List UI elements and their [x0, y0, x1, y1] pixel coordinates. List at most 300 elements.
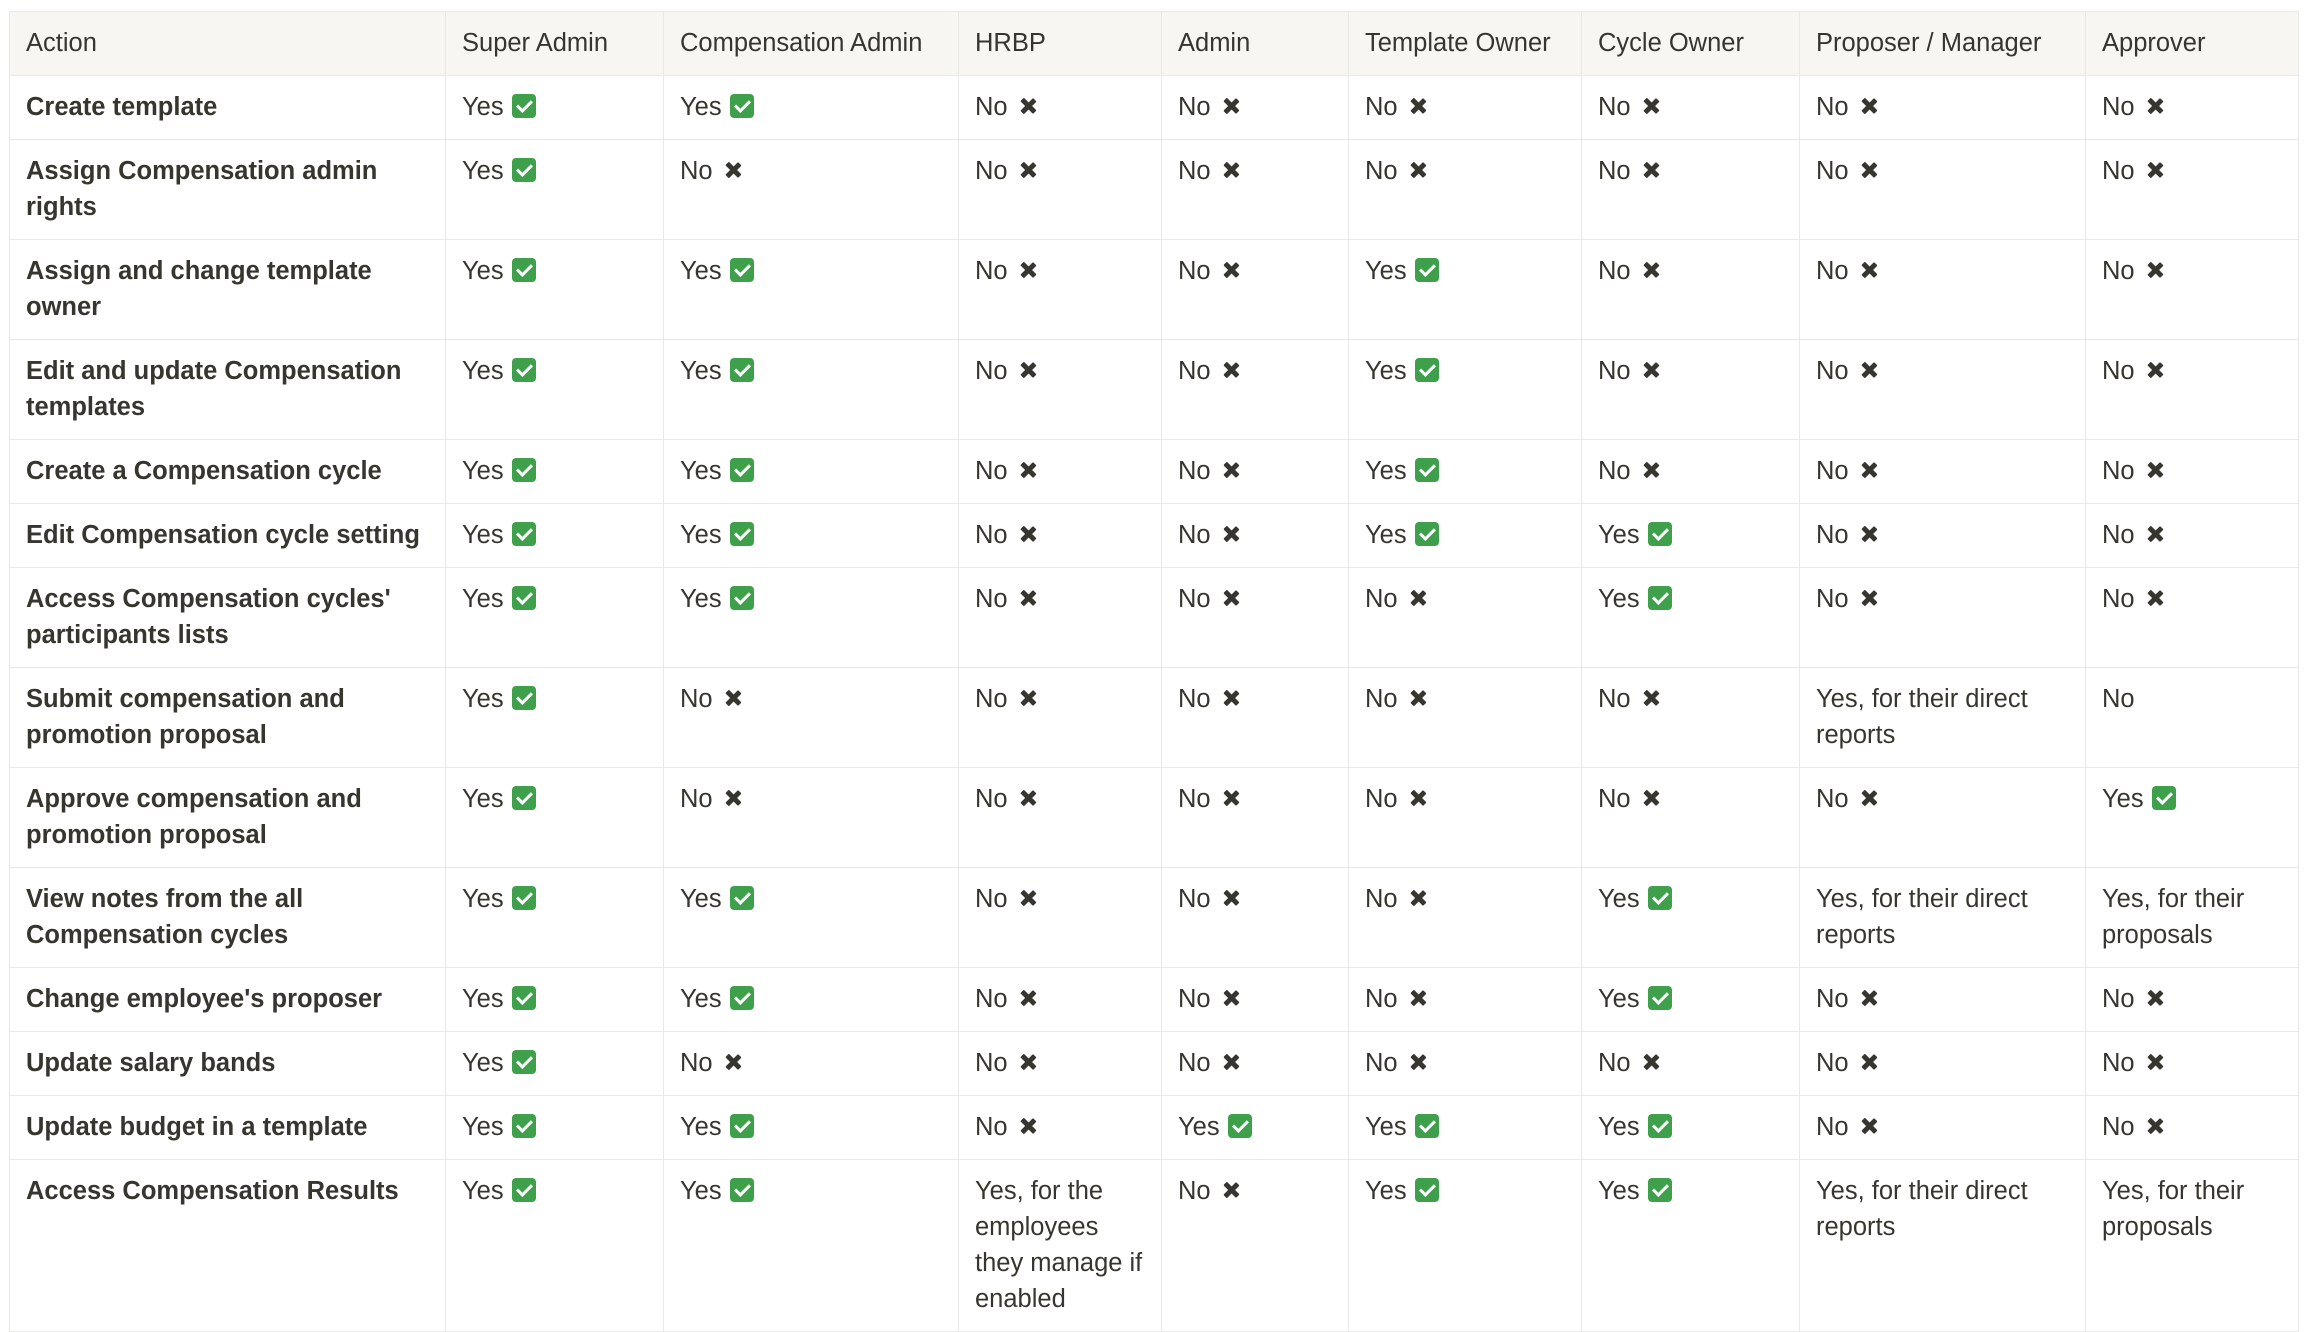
table-row [10, 1160, 2299, 1332]
permission-cell [1800, 76, 2086, 140]
permission-cell [1162, 1160, 1349, 1332]
permission-cell [1349, 140, 1582, 240]
permission-value: No [975, 885, 1008, 913]
cross-mark-icon [2145, 524, 2165, 544]
permission-value: No [1178, 93, 1211, 121]
permission-value: Yes, for their proposals [2102, 1177, 2245, 1241]
permission-cell [446, 440, 664, 504]
permission-value: Yes, for their direct reports [1816, 1177, 2028, 1241]
permission-cell [959, 668, 1162, 768]
permission-value: Yes [1598, 585, 1640, 613]
table-row [10, 568, 2299, 668]
cross-mark-icon [1018, 788, 1038, 808]
cross-mark-icon [1408, 788, 1428, 808]
table-body [10, 76, 2299, 1332]
cross-mark-icon [1018, 688, 1038, 708]
permission-value: No [1365, 93, 1398, 121]
permission-cell [1800, 868, 2086, 968]
action-cell: Assign Compensation admin rights [10, 140, 446, 240]
cross-mark-icon [1221, 160, 1241, 180]
table-row [10, 668, 2299, 768]
permission-value: Yes [462, 457, 504, 485]
permission-cell [2086, 668, 2299, 768]
permission-value: No [1816, 785, 1849, 813]
check-mark-icon [512, 158, 536, 182]
permission-value: No [1365, 1049, 1398, 1077]
permission-cell [1582, 568, 1800, 668]
permission-value: No [1598, 1049, 1631, 1077]
table-header [10, 12, 2299, 76]
permission-value: Yes [680, 521, 722, 549]
permission-cell [959, 440, 1162, 504]
permission-value: No [1816, 1049, 1849, 1077]
permission-cell [959, 340, 1162, 440]
cross-mark-icon [1018, 988, 1038, 1008]
cross-mark-icon [1221, 524, 1241, 544]
cross-mark-icon [1221, 260, 1241, 280]
permission-value: Yes [680, 257, 722, 285]
permission-value: No [975, 685, 1008, 713]
permissions-table-container [9, 11, 2298, 1332]
cross-mark-icon [1859, 788, 1879, 808]
permission-cell [1800, 440, 2086, 504]
permission-cell [1349, 968, 1582, 1032]
check-mark-icon [512, 358, 536, 382]
cross-mark-icon [723, 688, 743, 708]
permission-cell [664, 768, 959, 868]
permission-cell [446, 1032, 664, 1096]
cross-mark-icon [2145, 1052, 2165, 1072]
cross-mark-icon [2145, 160, 2165, 180]
permission-value: No [975, 1113, 1008, 1141]
permission-value: No [1816, 93, 1849, 121]
permission-value: Yes [462, 985, 504, 1013]
permission-value: Yes [1365, 1177, 1407, 1205]
cross-mark-icon [2145, 588, 2165, 608]
permission-value: Yes [462, 885, 504, 913]
permission-value: Yes, for their direct reports [1816, 685, 2028, 749]
permission-value: No [1178, 785, 1211, 813]
check-mark-icon [730, 1114, 754, 1138]
column-header-template-owner: Template Owner [1349, 12, 1582, 76]
permission-value: No [680, 1049, 713, 1077]
permission-cell [446, 568, 664, 668]
table-row [10, 504, 2299, 568]
permission-cell [446, 504, 664, 568]
cross-mark-icon [1018, 160, 1038, 180]
permission-cell [1582, 340, 1800, 440]
action-cell: Create template [10, 76, 446, 140]
cross-mark-icon [1018, 1116, 1038, 1136]
permission-value: Yes, for their direct reports [1816, 885, 2028, 949]
permission-cell [1582, 768, 1800, 868]
table-row [10, 868, 2299, 968]
permission-cell [446, 768, 664, 868]
permission-cell [664, 1096, 959, 1160]
permission-cell [1162, 768, 1349, 868]
permission-cell [1349, 1032, 1582, 1096]
permission-value: No [2102, 357, 2135, 385]
table-row [10, 968, 2299, 1032]
cross-mark-icon [1221, 588, 1241, 608]
check-mark-icon [1415, 1114, 1439, 1138]
permission-cell [1349, 1160, 1582, 1332]
permission-value: Yes [1365, 521, 1407, 549]
check-mark-icon [730, 94, 754, 118]
permission-value: No [1816, 157, 1849, 185]
permission-value: No [1816, 1113, 1849, 1141]
permission-cell [1162, 440, 1349, 504]
permission-cell [959, 76, 1162, 140]
permission-value: Yes [462, 1113, 504, 1141]
permission-cell [446, 968, 664, 1032]
cross-mark-icon [1221, 1180, 1241, 1200]
column-header-hrbp: HRBP [959, 12, 1162, 76]
permission-value: Yes [462, 1049, 504, 1077]
permission-cell [1800, 768, 2086, 868]
permission-cell [1162, 140, 1349, 240]
cross-mark-icon [1859, 360, 1879, 380]
permission-value: No [2102, 457, 2135, 485]
cross-mark-icon [1018, 260, 1038, 280]
check-mark-icon [1648, 986, 1672, 1010]
permission-cell [664, 668, 959, 768]
action-cell: Change employee's proposer [10, 968, 446, 1032]
permission-cell [1349, 668, 1582, 768]
check-mark-icon [1415, 1178, 1439, 1202]
permission-value: Yes [462, 93, 504, 121]
permission-cell [2086, 504, 2299, 568]
permission-cell [1582, 668, 1800, 768]
permission-value: No [1178, 985, 1211, 1013]
permission-cell [1349, 240, 1582, 340]
permission-cell [1582, 1032, 1800, 1096]
permission-value: No [975, 93, 1008, 121]
cross-mark-icon [723, 788, 743, 808]
cross-mark-icon [1018, 524, 1038, 544]
permission-value: No [2102, 985, 2135, 1013]
cross-mark-icon [1641, 788, 1661, 808]
check-mark-icon [512, 458, 536, 482]
permission-cell [1349, 1096, 1582, 1160]
check-mark-icon [1648, 522, 1672, 546]
cross-mark-icon [1859, 96, 1879, 116]
column-header-proposer-manager: Proposer / Manager [1800, 12, 2086, 76]
permission-cell [1349, 440, 1582, 504]
table-row [10, 1096, 2299, 1160]
check-mark-icon [512, 258, 536, 282]
permission-value: No [975, 585, 1008, 613]
permission-cell [446, 1096, 664, 1160]
permission-value: Yes, for the employees they manage if enabled [975, 1177, 1143, 1313]
column-header-admin: Admin [1162, 12, 1349, 76]
cross-mark-icon [1859, 988, 1879, 1008]
check-mark-icon [730, 1178, 754, 1202]
cross-mark-icon [1859, 160, 1879, 180]
cross-mark-icon [1221, 688, 1241, 708]
permission-value: No [1816, 985, 1849, 1013]
permission-value: No [1178, 257, 1211, 285]
permission-value: No [1816, 521, 1849, 549]
permission-value: No [2102, 1049, 2135, 1077]
cross-mark-icon [1641, 160, 1661, 180]
table-row [10, 240, 2299, 340]
permission-cell [1582, 868, 1800, 968]
cross-mark-icon [1408, 688, 1428, 708]
permission-value: No [1365, 885, 1398, 913]
permission-cell [664, 568, 959, 668]
permission-cell [664, 140, 959, 240]
permission-cell [1800, 968, 2086, 1032]
column-header-approver: Approver [2086, 12, 2299, 76]
permission-value: Yes, for their proposals [2102, 885, 2245, 949]
check-mark-icon [730, 522, 754, 546]
permission-cell [959, 1160, 1162, 1332]
cross-mark-icon [1859, 588, 1879, 608]
table-row [10, 440, 2299, 504]
cross-mark-icon [1408, 888, 1428, 908]
check-mark-icon [2152, 786, 2176, 810]
permission-cell [1349, 340, 1582, 440]
permission-cell [1162, 340, 1349, 440]
check-mark-icon [1648, 886, 1672, 910]
check-mark-icon [512, 686, 536, 710]
permission-value: No [1598, 357, 1631, 385]
permission-cell [1800, 340, 2086, 440]
permission-value: No [975, 985, 1008, 1013]
check-mark-icon [1415, 522, 1439, 546]
permission-cell [1162, 504, 1349, 568]
permission-value: Yes [462, 585, 504, 613]
cross-mark-icon [2145, 988, 2165, 1008]
permission-value: No [2102, 685, 2135, 713]
cross-mark-icon [1641, 260, 1661, 280]
permission-value: No [680, 685, 713, 713]
permission-cell [1582, 140, 1800, 240]
permission-cell [1800, 1096, 2086, 1160]
permission-cell [446, 240, 664, 340]
cross-mark-icon [1859, 524, 1879, 544]
check-mark-icon [1415, 358, 1439, 382]
permission-cell [2086, 768, 2299, 868]
permission-cell [1800, 240, 2086, 340]
permission-value: No [1598, 93, 1631, 121]
permission-cell [959, 240, 1162, 340]
permission-cell [2086, 1032, 2299, 1096]
permission-value: Yes [462, 521, 504, 549]
permission-value: Yes [680, 585, 722, 613]
column-header-compensation-admin: Compensation Admin [664, 12, 959, 76]
check-mark-icon [512, 986, 536, 1010]
check-mark-icon [512, 1114, 536, 1138]
permission-cell [1162, 1096, 1349, 1160]
permission-cell [1162, 868, 1349, 968]
permission-cell [959, 140, 1162, 240]
permission-cell [1800, 1160, 2086, 1332]
cross-mark-icon [723, 1052, 743, 1072]
permission-value: No [2102, 1113, 2135, 1141]
permission-value: No [1598, 785, 1631, 813]
table-row [10, 140, 2299, 240]
cross-mark-icon [2145, 96, 2165, 116]
permission-cell [1582, 1160, 1800, 1332]
permission-value: Yes [1598, 985, 1640, 1013]
permission-cell [1800, 668, 2086, 768]
cross-mark-icon [1018, 1052, 1038, 1072]
permission-value: No [975, 357, 1008, 385]
permission-value: No [680, 157, 713, 185]
permission-value: Yes [1365, 457, 1407, 485]
permission-value: No [1598, 685, 1631, 713]
permission-cell [1162, 1032, 1349, 1096]
check-mark-icon [1648, 1178, 1672, 1202]
permission-value: No [1178, 521, 1211, 549]
permission-cell [959, 768, 1162, 868]
permission-value: No [1816, 457, 1849, 485]
action-cell: Access Compensation cycles' participants lists [10, 568, 446, 668]
cross-mark-icon [1018, 360, 1038, 380]
action-cell: Access Compensation Results [10, 1160, 446, 1332]
permission-value: Yes [680, 985, 722, 1013]
action-cell: Submit compensation and promotion proposal [10, 668, 446, 768]
table-row [10, 76, 2299, 140]
cross-mark-icon [1221, 360, 1241, 380]
permission-value: No [680, 785, 713, 813]
cross-mark-icon [1408, 588, 1428, 608]
cross-mark-icon [2145, 260, 2165, 280]
action-cell: Approve compensation and promotion proposal [10, 768, 446, 868]
permission-cell [1800, 504, 2086, 568]
permission-cell [664, 504, 959, 568]
permission-cell [1800, 1032, 2086, 1096]
permission-value: Yes [1178, 1113, 1220, 1141]
cross-mark-icon [1859, 1052, 1879, 1072]
permission-value: No [1178, 457, 1211, 485]
permission-cell [1162, 668, 1349, 768]
permission-cell [664, 868, 959, 968]
permission-value: No [975, 521, 1008, 549]
permission-cell [1349, 868, 1582, 968]
permission-cell [1582, 76, 1800, 140]
permission-cell [2086, 240, 2299, 340]
permission-cell [2086, 868, 2299, 968]
cross-mark-icon [1859, 1116, 1879, 1136]
permission-value: No [1178, 1049, 1211, 1077]
permission-value: Yes [462, 157, 504, 185]
table-row [10, 768, 2299, 868]
check-mark-icon [730, 986, 754, 1010]
permission-value: No [1178, 885, 1211, 913]
check-mark-icon [1415, 458, 1439, 482]
action-cell: Create a Compensation cycle [10, 440, 446, 504]
cross-mark-icon [1018, 588, 1038, 608]
cross-mark-icon [1859, 460, 1879, 480]
permission-value: No [1816, 585, 1849, 613]
permission-value: Yes [680, 885, 722, 913]
cross-mark-icon [1408, 96, 1428, 116]
permission-cell [1800, 568, 2086, 668]
cross-mark-icon [1408, 1052, 1428, 1072]
permission-value: Yes [2102, 785, 2144, 813]
permission-cell [446, 76, 664, 140]
check-mark-icon [512, 786, 536, 810]
permission-cell [2086, 140, 2299, 240]
permissions-table [9, 11, 2299, 1332]
permission-value: No [975, 785, 1008, 813]
permission-value: Yes [462, 1177, 504, 1205]
header-row [10, 12, 2299, 76]
permission-value: Yes [680, 457, 722, 485]
column-header-action: Action [10, 12, 446, 76]
table-row [10, 1032, 2299, 1096]
check-mark-icon [512, 522, 536, 546]
permission-cell [1349, 504, 1582, 568]
permission-value: No [1178, 585, 1211, 613]
permission-cell [446, 868, 664, 968]
column-header-super-admin: Super Admin [446, 12, 664, 76]
permission-cell [2086, 340, 2299, 440]
check-mark-icon [730, 458, 754, 482]
permission-cell [1582, 968, 1800, 1032]
check-mark-icon [512, 886, 536, 910]
permission-cell [1582, 1096, 1800, 1160]
permission-cell [446, 140, 664, 240]
permission-value: Yes [1598, 521, 1640, 549]
permission-value: Yes [462, 357, 504, 385]
permission-value: No [2102, 257, 2135, 285]
permission-value: No [975, 257, 1008, 285]
permission-value: Yes [1598, 1113, 1640, 1141]
action-cell: Edit and update Compensation templates [10, 340, 446, 440]
permission-cell [2086, 568, 2299, 668]
check-mark-icon [512, 94, 536, 118]
permission-cell [959, 568, 1162, 668]
check-mark-icon [1228, 1114, 1252, 1138]
permission-value: No [2102, 157, 2135, 185]
permission-value: No [2102, 521, 2135, 549]
permission-value: No [1365, 685, 1398, 713]
action-cell: View notes from the all Compensation cycles [10, 868, 446, 968]
check-mark-icon [730, 586, 754, 610]
permission-cell [959, 968, 1162, 1032]
permission-cell [1349, 568, 1582, 668]
check-mark-icon [1648, 1114, 1672, 1138]
permission-cell [664, 1160, 959, 1332]
permission-cell [1162, 76, 1349, 140]
permission-value: Yes [1598, 1177, 1640, 1205]
permission-cell [664, 76, 959, 140]
cross-mark-icon [1408, 988, 1428, 1008]
permission-value: No [1365, 157, 1398, 185]
permission-value: Yes [680, 1113, 722, 1141]
check-mark-icon [512, 1050, 536, 1074]
cross-mark-icon [1408, 160, 1428, 180]
permission-cell [959, 504, 1162, 568]
permission-cell [664, 968, 959, 1032]
permission-value: No [1598, 257, 1631, 285]
check-mark-icon [1648, 586, 1672, 610]
check-mark-icon [512, 586, 536, 610]
cross-mark-icon [1641, 1052, 1661, 1072]
permission-cell [446, 1160, 664, 1332]
permission-cell [959, 1032, 1162, 1096]
action-cell: Update budget in a template [10, 1096, 446, 1160]
permission-cell [1162, 568, 1349, 668]
permission-cell [1582, 240, 1800, 340]
check-mark-icon [512, 1178, 536, 1202]
cross-mark-icon [723, 160, 743, 180]
permission-cell [2086, 1160, 2299, 1332]
